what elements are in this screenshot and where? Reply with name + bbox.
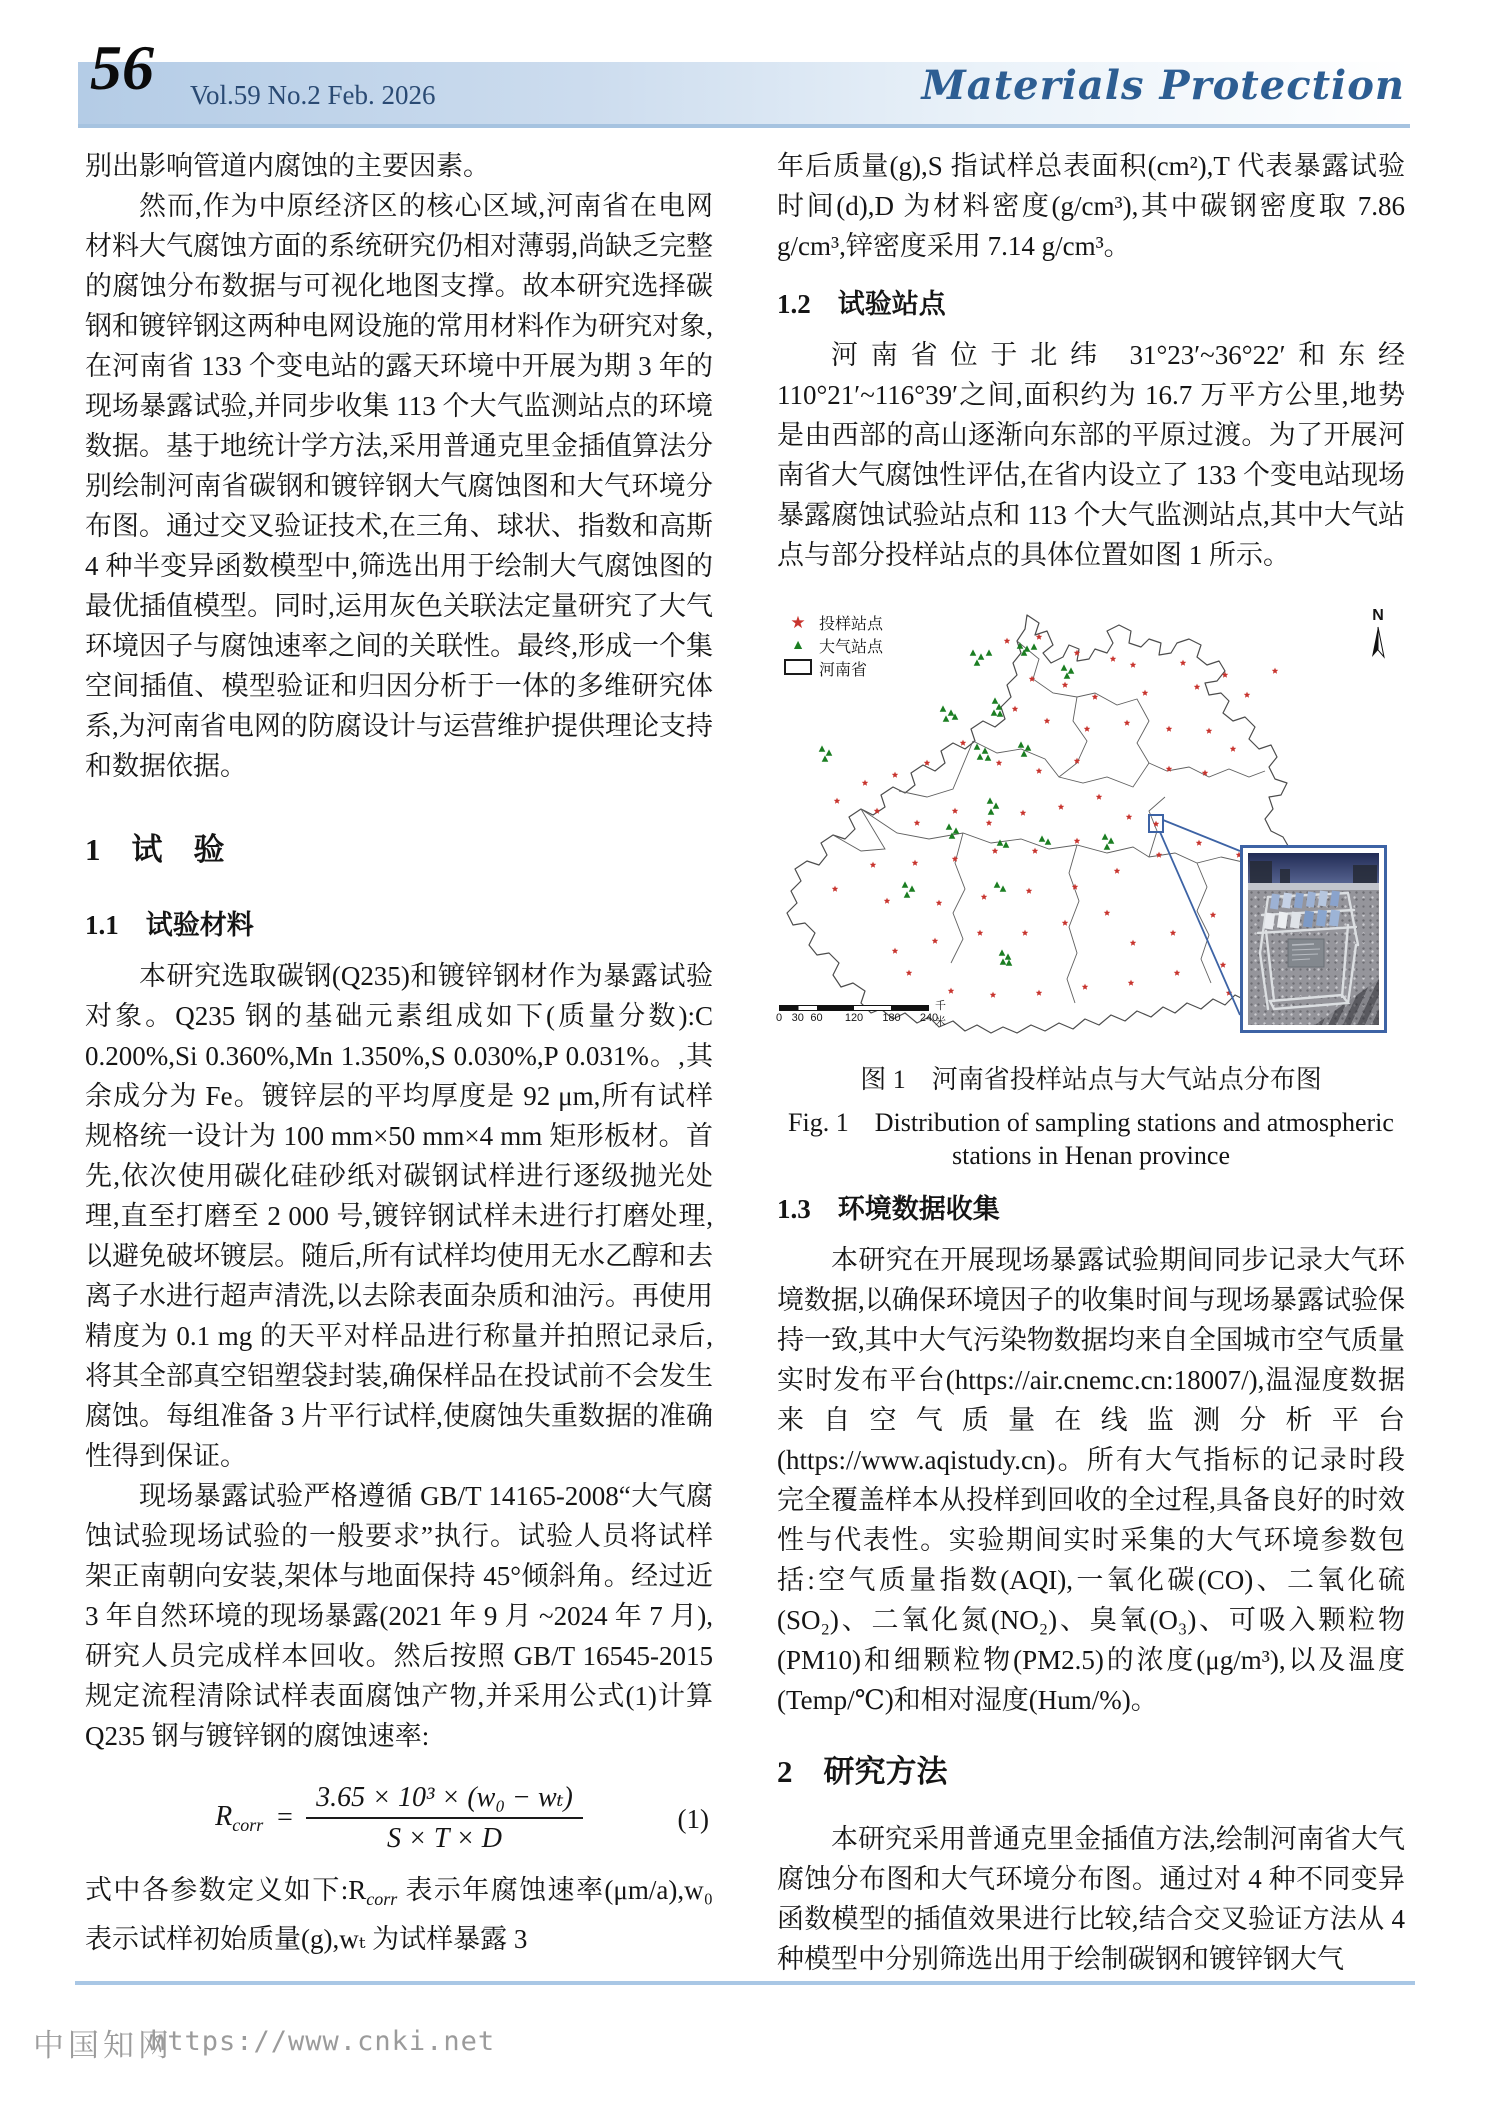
scale-tick: 120: [844, 1012, 864, 1024]
legend-label-atmospheric: 大气站点: [819, 639, 884, 656]
corrosion-rate-formula: [85, 1774, 713, 1862]
footer-rule: [75, 1981, 1415, 1985]
stations-paragraph: 河南省位于北纬 31°23′~36°22′和东经 110°21′~116°39′之间,面积约为 16.7 万平方公里,地势是由西部的高山逐渐向东部的平原过渡。为了开展河南省大气腐蚀性评估,在省内设立了 133 个变电站现场暴露腐蚀试验站点和 113 个大气监测站点,其中大气站点与部分投样站点的具体位置如图 1 所示。: [777, 340, 1405, 570]
north-arrow-icon: [1369, 625, 1387, 661]
exposure-rack-photo: [1248, 853, 1379, 1025]
scale-tick: 180: [882, 1012, 901, 1024]
specimen-rack: [1248, 853, 1369, 1015]
formula-lhs: $R_{corr}$: [215, 1800, 264, 1835]
north-label: N: [1372, 607, 1384, 624]
scale-tick: 240: [919, 1012, 939, 1024]
parameter-definition-paragraph: 式中各参数定义如下$:R_{corr}$ 表示年腐蚀速率(μm/a),w₀ 表示试样初始质量(g),wₜ 为试样暴露 3: [85, 1875, 714, 1954]
equation-number: (1): [677, 1804, 709, 1834]
formula-equals: =: [275, 1802, 295, 1833]
legend-row-province: [783, 657, 883, 680]
intro-paragraph: 然而,作为中原经济区的核心区域,河南省在电网材料大气腐蚀方面的系统研究仍相对薄弱,尚缺乏完整的腐蚀分布数据与可视化地图支撑。故本研究选择碳钢和镀锌钢这两种电网设施的常用材料作为研究对象,在河南省 133 个变电站的露天环境中开展为期 3 年的现场暴露试验,并同步收集 113 个大气监测站点的环境数据。基于地统计学方法,采用普通克里金插值算法分别绘制河南省碳钢和镀锌钢大气腐蚀图和大气环境分布图。通过交叉验证技术,在三角、球状、指数和高斯 4 种半变异函数模型中,筛选出用于绘制大气腐蚀图的最优插值模型。同时,运用灰色关联法定量研究了大气环境因子与腐蚀速率之间的关联性。最终,形成一个集空间插值、模型验证和归因分析于一体的多维研究体系,为河南省电网的防腐设计与运营维护提供理论支持和数据依据。: [85, 191, 713, 781]
legend-label-province: 河南省: [819, 662, 868, 679]
legend-label-sampling: 投样站点: [819, 616, 884, 633]
right-column: [777, 146, 1405, 1979]
cnki-watermark: 中国知网: [33, 2028, 173, 2063]
density-paragraph: 年后质量(g),S 指试样总表面积(cm²),T 代表暴露试验时间(d),D 为材料密度(g/cm³),其中碳钢密度取 7.86 g/cm³,锌密度采用 7.14 g/cm³。: [777, 151, 1405, 261]
scale-ticks: [775, 1011, 939, 1027]
figure-1-map: [777, 601, 1405, 1041]
page-number: 56: [90, 32, 154, 103]
scale-tick: 60: [810, 1012, 823, 1024]
scale-bar: [775, 1000, 946, 1028]
photo-inset: [1240, 845, 1387, 1033]
subsection-heading-1-1: 1.1 试验材料: [85, 910, 254, 940]
section-heading-1: 1 试 验: [85, 832, 225, 867]
journal-name: Materials Protection: [921, 62, 1405, 109]
paragraph-continuation: 别出影响管道内腐蚀的主要因素。: [85, 151, 490, 181]
figure-caption-zh: 图 1 河南省投样站点与大气站点分布图: [860, 1065, 1322, 1094]
cnki-url: https://www.cnki.net: [150, 2026, 496, 2057]
formula-denominator: S × T × D: [386, 1823, 503, 1854]
subsection-heading-1-3: 1.3 环境数据收集: [777, 1194, 1000, 1224]
issue-info: Vol.59 No.2 Feb. 2026: [190, 80, 436, 110]
exposure-paragraph: 现场暴露试验严格遵循 GB/T 14165-2008“大气腐蚀试验现场试验的一般要求”执行。试验人员将试样架正南朝向安装,架体与地面保持 45°倾斜角。经过近 3 年自然环境的现场暴露(2021 年 9 月 ~2024 年 7 月),研究人员完成样本回收。然后按照 GB/T 16545-2015 规定流程清除试样表面腐蚀产物,并采用公式(1)计算 Q235 钢与镀锌钢的腐蚀速率:: [85, 1481, 713, 1751]
formula-numerator: 3.65 × 10³ × (w₀ − wₜ): [306, 1780, 583, 1819]
legend-row-atmospheric: [783, 634, 883, 657]
info-plaque: [1288, 939, 1324, 967]
figure-caption-en-line1: Fig. 1 Distribution of sampling stations and atmospheric: [788, 1108, 1394, 1137]
north-arrow: [1363, 607, 1393, 666]
star-icon: ★: [790, 613, 806, 632]
left-column: [85, 146, 713, 1959]
method-paragraph: 本研究采用普通克里金插值方法,绘制河南省大气腐蚀分布图和大气环境分布图。通过对 4 种不同变异函数模型的插值效果进行比较,结合交叉验证方法从 4 种模型中分别筛选出用于绘制碳钢和镀锌钢大气: [777, 1824, 1405, 1974]
scale-tick: 0: [775, 1012, 783, 1024]
materials-paragraph: 本研究选取碳钢(Q235)和镀锌钢材作为暴露试验对象。Q235 钢的基础元素组成如下(质量分数):C 0.200%,Si 0.360%,Mn 1.350%,S 0.030%,P 0.031%。,其余成分为 Fe。镀锌层的平均厚度是 92 μm,所有试样规格统一设计为 100 mm×50 mm×4 mm 矩形板材。首先,依次使用碳化硅砂纸对碳钢试样进行逐级抛光处理,直至打磨至 2 000 号,镀锌钢试样未进行打磨处理,以避免破坏镀层。随后,所有试样均使用无水乙醇和去离子水进行超声清洗,以去除表面杂质和油污。再使用精度为 0.1 mg 的天平对样品进行称量并拍照记录后,将其全部真空铝塑袋封装,确保样品在投试前不会发生腐蚀。每组准备 3 片平行试样,使腐蚀失重数据的准确性得到保证。: [85, 961, 713, 1471]
triangle-icon: ▲: [791, 637, 805, 653]
legend-row-sampling: [783, 611, 883, 634]
map-legend: [783, 611, 883, 680]
environment-data-paragraph: 本研究在开展现场暴露试验期间同步记录大气环境数据,以确保环境因子的收集时间与现场暴露试验保持一致,其中大气污染物数据均来自全国城市空气质量实时发布平台(https://air.cnemc.cn:18007/),温湿度数据来自空气质量在线监测分析平台(https://www.aqistudy.cn)。所有大气指标的记录时段完全覆盖样本从投样到回收的全过程,具备良好的时效性与代表性。实验期间实时采集的大气环境参数包括:空气质量指数(AQI),一氧化碳(CO)、二氧化硫(SO₂)、二氧化氮(NO₂)、臭氧(O₃)、可吸入颗粒物(PM10)和细颗粒物(PM2.5)的浓度(μg/m³),以及温度(Temp/℃)和相对湿度(Hum/%)。: [777, 1245, 1405, 1715]
scale-tick: 30: [791, 1012, 804, 1024]
rect-icon: [783, 659, 813, 679]
scale-unit: 千米: [935, 1000, 946, 1028]
figure-caption-en-line2: stations in Henan province: [952, 1141, 1230, 1170]
formula-fraction: [306, 1780, 583, 1856]
section-heading-2: 2 研究方法: [777, 1754, 948, 1789]
subsection-heading-1-2: 1.2 试验站点: [777, 289, 946, 319]
